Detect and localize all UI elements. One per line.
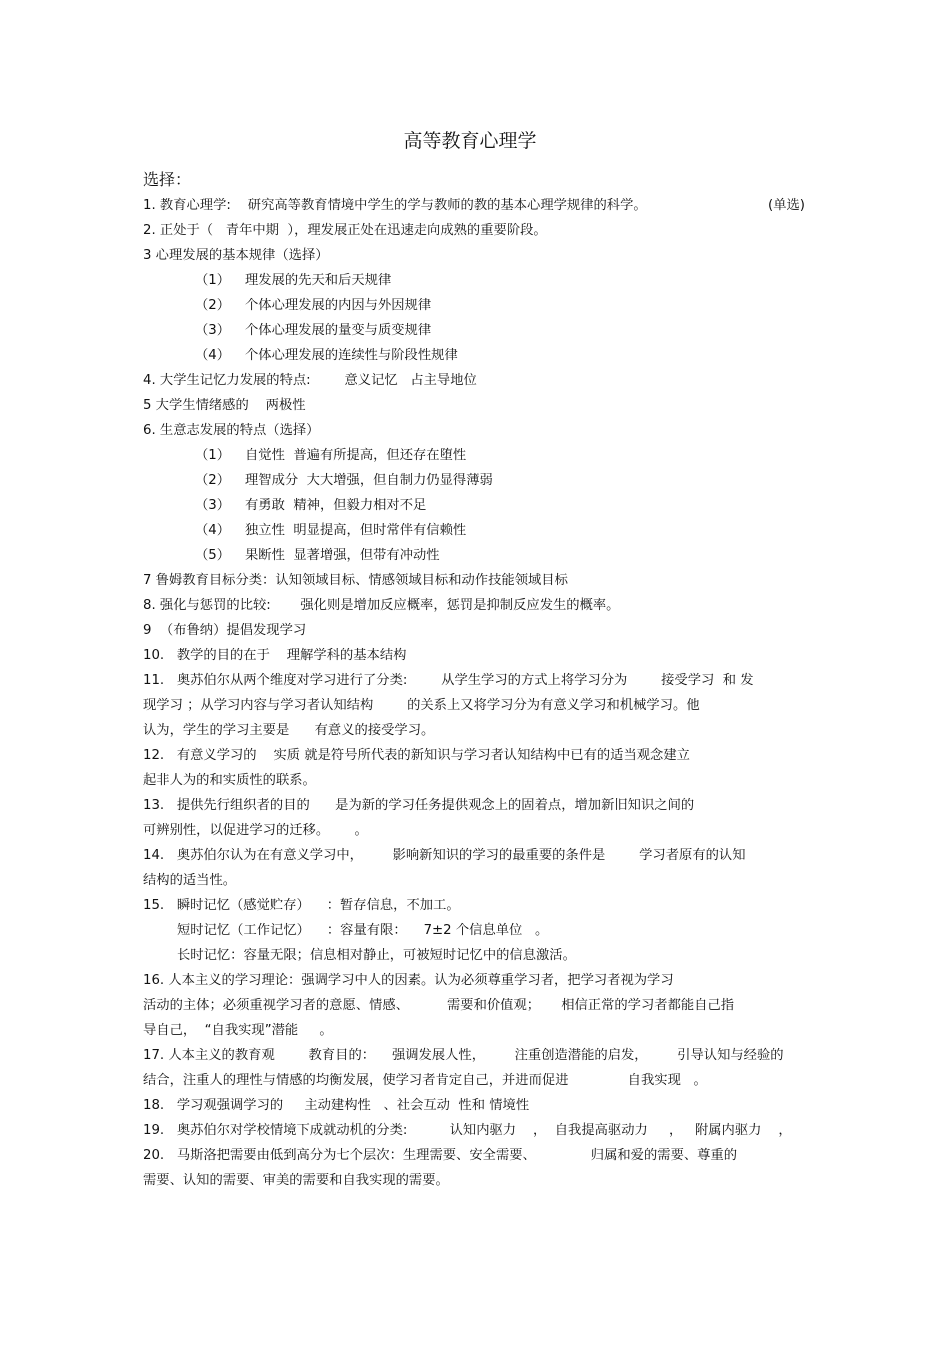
question-19: 19. 奥苏伯尔对学校情境下成就动机的分类: 认知内驱力 ， 自我提高驱动力 ， 附属内驱力 ， (143, 1123, 792, 1138)
question-6-item: （2） 理智成分 大大增强，但自制力仍显得薄弱 (195, 473, 493, 488)
question-16-line: 活动的主体；必须重视学习者的意愿、情感、 需要和价值观； 相信正常的学习者都能自己指 (143, 998, 735, 1013)
question-14-line: 结构的适当性。 (143, 873, 237, 888)
question-16-line: 导自己， “自我实现”潜能 。 (143, 1023, 333, 1038)
question-15-line: 15. 瞬时记忆（感觉贮存） ：暂存信息，不加工。 (143, 898, 460, 913)
question-12-line: 12. 有意义学习的 实质 就是符号所代表的新知识与学习者认知结构中已有的适当观念建立 (143, 748, 690, 763)
question-1 (143, 193, 805, 218)
section-heading: 选择： (143, 170, 192, 189)
question-3-head: 3 心理发展的基本规律（选择） (143, 248, 329, 263)
question-6-item: （3） 有勇敢 精神，但毅力相对不足 (195, 498, 427, 513)
question-11-line: 认为，学生的学习主要是 有意义的接受学习。 (143, 723, 435, 738)
question-3-item: （1） 理发展的先天和后天规律 (195, 273, 392, 288)
question-20-line: 20. 马斯洛把需要由低到高分为七个层次：生理需要、安全需要、 归属和爱的需要、尊重的 (143, 1148, 738, 1163)
question-15-line: 长时记忆：容量无限；信息相对静止，可被短时记忆中的信息激活。 (177, 948, 576, 963)
question-9: 9 （布鲁纳）提倡发现学习 (143, 623, 307, 638)
question-3-item: （2） 个体心理发展的内因与外因规律 (195, 298, 432, 313)
document-title: 高等教育心理学 (403, 130, 537, 152)
question-11-line: 现学习 ；从学习内容与学习者认知结构 的关系上又将学习分为有意义学习和机械学习。他 (143, 698, 700, 713)
question-15-line: 短时记忆（工作记忆） ：容量有限： 7±2 个信息单位 。 (177, 923, 549, 938)
question-2: 2. 正处于（ 青年中期 ），理发展正处在迅速走向成熟的重要阶段。 (143, 223, 547, 238)
question-6-item: （4） 独立性 明显提高，但时常伴有信赖性 (195, 523, 467, 538)
question-4: 4. 大学生记忆力发展的特点: 意义记忆 占主导地位 (143, 373, 477, 388)
question-3-item: （4） 个体心理发展的连续性与阶段性规律 (195, 348, 458, 363)
question-17-line: 结合，注重人的理性与情感的均衡发展，使学习者肯定自己，并进而促进 自我实现 。 (143, 1073, 707, 1088)
question-8: 8. 强化与惩罚的比较: 强化则是增加反应概率，惩罚是抑制反应发生的概率。 (143, 598, 620, 613)
question-10: 10. 教学的目的在于 理解学科的基本结构 (143, 648, 407, 663)
question-12-line: 起非人为的和实质性的联系。 (143, 773, 316, 788)
question-1-text: 1. 教育心理学: 研究高等教育情境中学生的学与教师的教的基本心理学规律的科学。 (143, 198, 647, 213)
question-20-line: 需要、认知的需要、审美的需要和自我实现的需要。 (143, 1173, 449, 1188)
question-3-item: （3） 个体心理发展的量变与质变规律 (195, 323, 432, 338)
question-1-tag: (单选) (768, 198, 805, 213)
question-6-item: （5） 果断性 显著增强，但带有冲动性 (195, 548, 440, 563)
question-16-line: 16. 人本主义的学习理论：强调学习中人的因素。认为必须尊重学习者，把学习者视为学习 (143, 973, 674, 988)
question-13-line: 13. 提供先行组织者的目的 是为新的学习任务提供观念上的固着点，增加新旧知识之间的 (143, 798, 695, 813)
question-11-line: 11. 奥苏伯尔从两个维度对学习进行了分类: 从学生学习的方式上将学习分为 接受学习 和 发 (143, 673, 754, 688)
question-7: 7 鲁姆教育目标分类：认知领域目标、情感领域目标和动作技能领域目标 (143, 573, 568, 588)
question-17-line: 17. 人本主义的教育观 教育目的： 强调发展人性， 注重创造潜能的启发， 引导认知与经验的 (143, 1048, 784, 1063)
question-18: 18. 学习观强调学习的 主动建构性 、社会互动 性和 情境性 (143, 1098, 530, 1113)
question-6-item: （1） 自觉性 普遍有所提高，但还存在堕性 (195, 448, 467, 463)
question-6-head: 6. 生意志发展的特点（选择） (143, 423, 320, 438)
question-13-line: 可辨别性，以促进学习的迁移。 。 (143, 823, 368, 838)
question-5: 5 大学生情绪感的 两极性 (143, 398, 306, 413)
question-14-line: 14. 奥苏伯尔认为在有意义学习中， 影响新知识的学习的最重要的条件是 学习者原有的认知 (143, 848, 746, 863)
question-list (143, 193, 805, 1193)
